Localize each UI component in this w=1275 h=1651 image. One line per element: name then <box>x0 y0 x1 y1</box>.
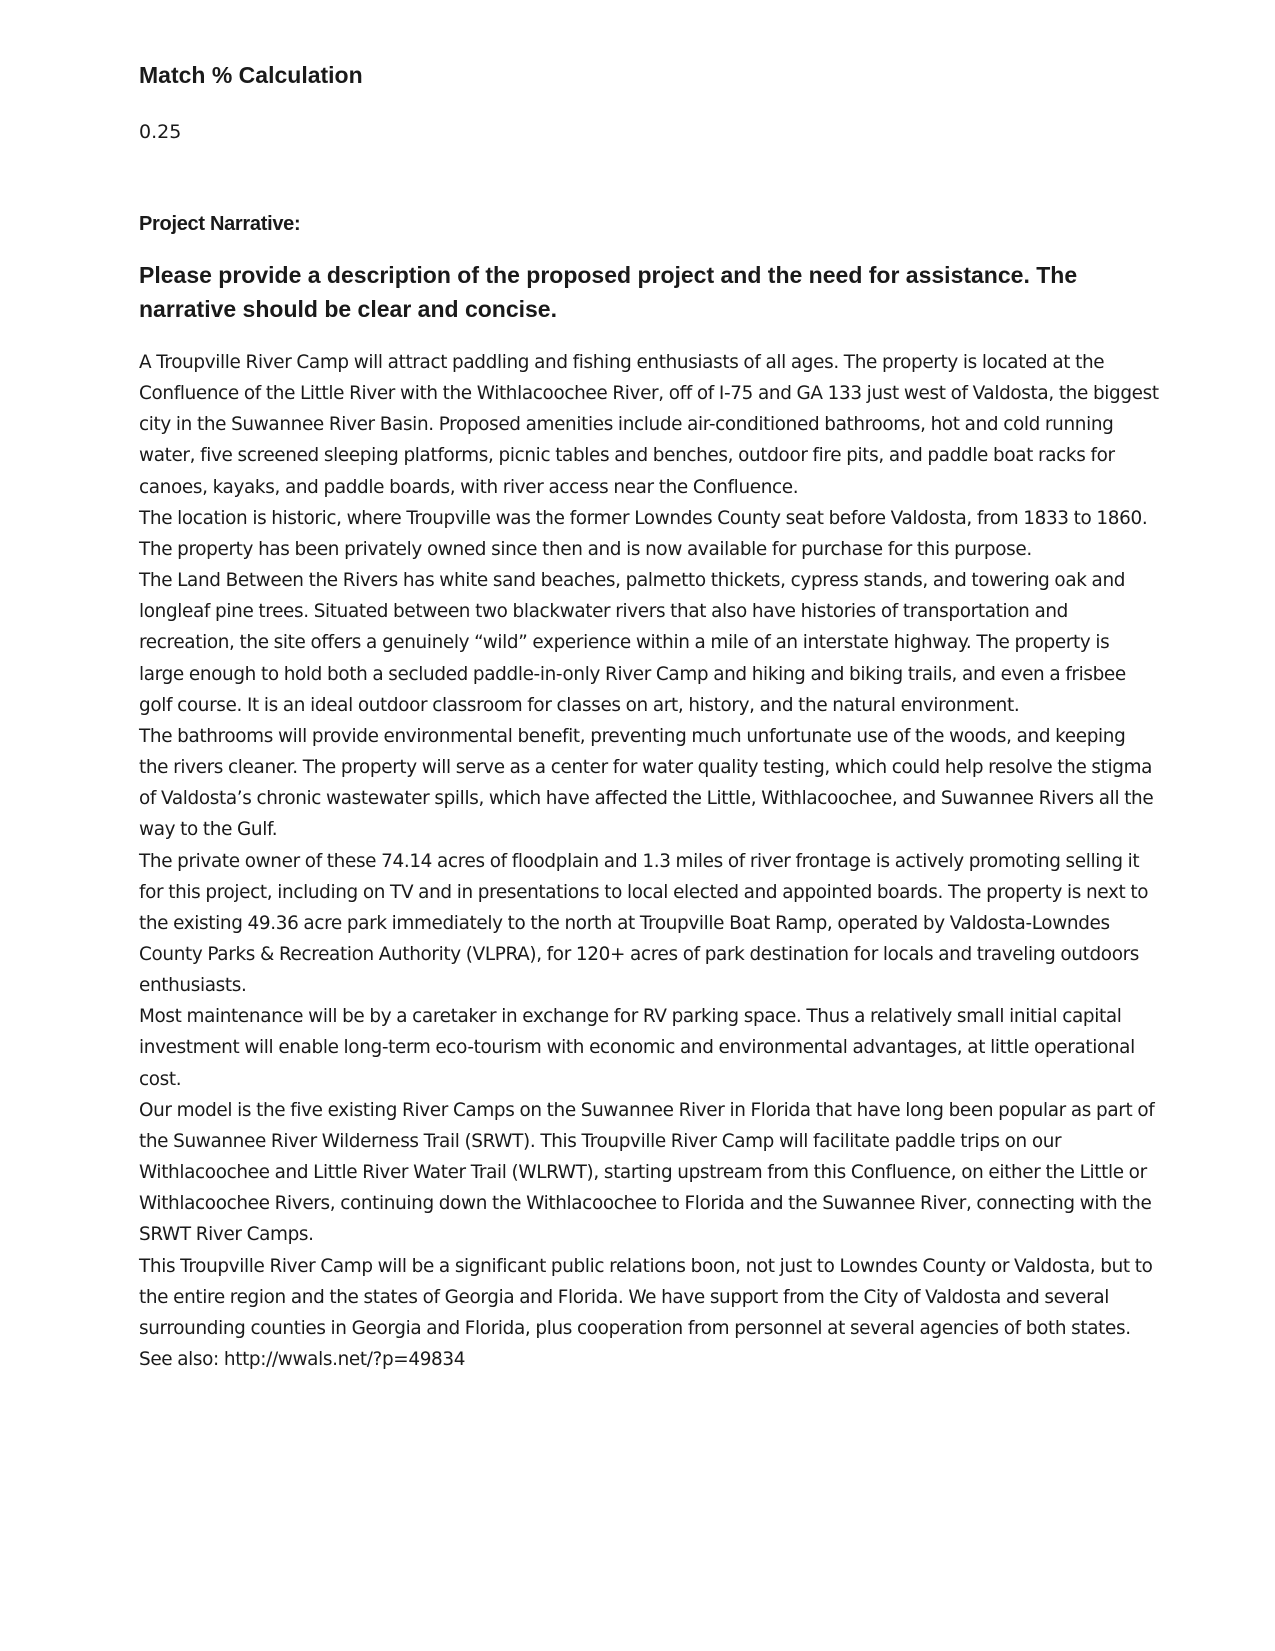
narrative-paragraph: The location is historic, where Troupville was the former Lowndes County seat before Valdosta, from 1833 to 1860. The property has been privately owned since then and is now available for purchase for this purpose. <box>139 507 1148 560</box>
narrative-paragraph: The private owner of these 74.14 acres of floodplain and 1.3 miles of river frontage is actively promoting selling it for this project, including on TV and in presentations to local elected and appointed boards. The property is next to the existing 49.36 acre park immediately to the north at Troupville Boat Ramp, operated by Valdosta-Lowndes County Parks & Recreation Authority (VLPRA), for 120+ acres of park destination for locals and traveling outdoors enthusiasts. <box>139 850 1149 997</box>
narrative-paragraph: Our model is the five existing River Camps on the Suwannee River in Florida that have long been popular as part of the Suwannee River Wilderness Trail (SRWT). This Troupville River Camp will facilitate paddle trips on our Withlacoochee and Little River Water Trail (WLRWT), starting upstream from this Confluence, on either the Little or Withlacoochee Rivers, continuing down the Withlacoochee to Florida and the Suwannee River, connecting with the SRWT River Camps. <box>139 1099 1155 1246</box>
narrative-question: Please provide a description of the proposed project and the need for assistance. The narrative should be clear and concise. <box>139 262 1078 322</box>
narrative-body <box>139 347 1159 1375</box>
narrative-paragraph: The bathrooms will provide environmental benefit, preventing much unfortunate use of the woods, and keeping the rivers cleaner. The property will serve as a center for water quality testing, which could help resolve the stigma of Valdosta’s chronic wastewater spills, which have affected the Little, Withlacoochee, and Suwannee Rivers all the way to the Gulf. <box>139 725 1154 841</box>
narrative-paragraph: This Troupville River Camp will be a significant public relations boon, not just to Lowndes County or Valdosta, but to the entire region and the states of Georgia and Florida. We have support from the City of Valdosta and several surrounding counties in Georgia and Florida, plus cooperation from personnel at several agencies of both states. <box>139 1255 1153 1339</box>
match-calculation-heading: Match % Calculation <box>139 62 363 88</box>
narrative-paragraph: A Troupville River Camp will attract paddling and fishing enthusiasts of all ages. The property is located at the Confluence of the Little River with the Withlacoochee River, off of I-75 and GA 133 just west of Valdosta, the biggest city in the Suwannee River Basin. Proposed amenities include air-conditioned bathrooms, hot and cold running water, five screened sleeping platforms, picnic tables and benches, outdoor fire pits, and paddle boat racks for canoes, kayaks, and paddle boards, with river access near the Confluence. <box>139 352 1159 498</box>
see-also-link[interactable]: See also: http://wwals.net/?p=49834 <box>139 1349 466 1370</box>
narrative-paragraph: The Land Between the Rivers has white sand beaches, palmetto thickets, cypress stands, and towering oak and longleaf pine trees. Situated between two blackwater rivers that also have histories of transportation and recreation, the site offers a genuinely “wild” experience within a mile of an interstate highway. The property is large enough to hold both a secluded paddle-in-only River Camp and hiking and biking trails, and even a frisbee golf course. It is an ideal outdoor classroom for classes on art, history, and the natural environment. <box>139 570 1126 716</box>
match-calculation-value: 0.25 <box>139 121 182 143</box>
project-narrative-label: Project Narrative: <box>139 213 301 235</box>
narrative-paragraph: Most maintenance will be by a caretaker in exchange for RV parking space. Thus a relatively small initial capital investment will enable long-term eco-tourism with economic and environmental advantages, at little operational cost. <box>139 1006 1135 1090</box>
